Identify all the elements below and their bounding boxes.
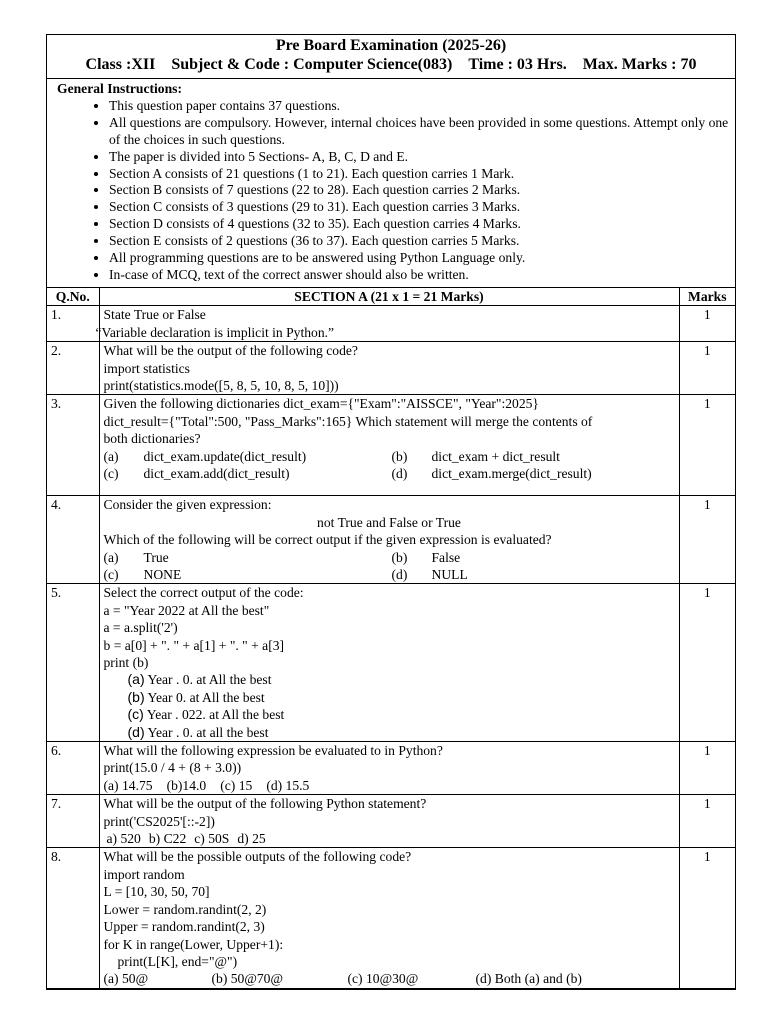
code-line: print('CS2025'[::-2]) xyxy=(103,813,215,829)
options-row xyxy=(104,970,675,987)
instruction-item: • Section C consists of 3 questions (29 to 31). Each question carries 3 Marks. xyxy=(109,199,729,216)
option-label: (b) xyxy=(391,448,408,464)
options-row xyxy=(104,465,675,482)
question-statement: “Variable declaration is implicit in Python.” xyxy=(95,324,335,340)
question-marks: 1 xyxy=(679,584,735,742)
question-body xyxy=(95,306,679,342)
instruction-item: • Section E consists of 2 questions (36 to 37). Each question carries 5 Marks. xyxy=(109,233,729,250)
option-c: c) 50S xyxy=(194,831,230,847)
exam-title: Pre Board Examination (2025-26) xyxy=(275,37,507,54)
exam-meta xyxy=(47,55,735,75)
time-label: Time : 03 Hrs. xyxy=(468,56,567,73)
question-body xyxy=(99,496,679,584)
option-label: (b) xyxy=(127,688,145,705)
option-d: Year . 0. at all the best xyxy=(147,724,269,740)
instruction-item: • In-case of MCQ, text of the correct answer should also be written. xyxy=(109,267,729,284)
question-row-5 xyxy=(47,584,735,742)
question-text: Select the correct output of the code: xyxy=(103,585,304,601)
option-label: (d) xyxy=(391,465,408,481)
question-text: dict_result={"Total":500, "Pass_Marks":165} Which statement will merge the contents of xyxy=(103,413,593,429)
qno-header: Q.No. xyxy=(47,288,99,306)
instruction-item: • Section B consists of 7 questions (22 to 28). Each question carries 2 Marks. xyxy=(109,182,729,199)
option-a: True xyxy=(143,549,169,565)
option-d: d) 25 xyxy=(237,831,266,847)
option-b: (b)14.0 xyxy=(166,777,207,793)
option-d-row xyxy=(104,724,675,741)
question-text: Consider the given expression: xyxy=(103,497,272,513)
option-label: (c) xyxy=(127,706,144,723)
option-a: Year . 0. at All the best xyxy=(147,672,272,688)
question-text: Which of the following will be correct output if the given expression is evaluated? xyxy=(103,532,552,548)
option-b: dict_exam + dict_result xyxy=(431,448,560,464)
question-row-3 xyxy=(47,395,735,496)
option-d: NULL xyxy=(431,566,468,582)
code-line: b = a[0] + ". " + a[1] + ". " + a[3] xyxy=(103,637,285,653)
option-label: (a) xyxy=(103,448,119,464)
option-b: Year 0. at All the best xyxy=(147,689,265,705)
code-line: print (b) xyxy=(103,655,149,670)
question-row-1 xyxy=(47,306,735,342)
table-header-row xyxy=(47,288,735,306)
question-marks: 1 xyxy=(679,496,735,584)
option-c: Year . 022. at All the best xyxy=(146,707,285,723)
question-marks: 1 xyxy=(679,306,735,342)
question-row-4 xyxy=(47,496,735,584)
option-b: (b) 50@70@ xyxy=(211,971,283,987)
instruction-item: • All programming questions are to be answered using Python Language only. xyxy=(109,250,729,267)
option-b: False xyxy=(431,549,461,565)
marks-header: Marks xyxy=(679,288,735,306)
question-row-7 xyxy=(47,795,735,848)
code-line: a = a.split('2') xyxy=(103,620,178,636)
question-number: 3. xyxy=(47,395,99,496)
question-number: 7. xyxy=(47,795,99,848)
options-row xyxy=(104,830,675,847)
option-a: (a) 50@ xyxy=(103,971,149,987)
instructions-title: General Instructions: xyxy=(57,81,182,96)
paper-header xyxy=(47,35,735,79)
question-paper xyxy=(46,34,736,990)
option-d: (d) Both (a) and (b) xyxy=(475,971,582,987)
option-c: NONE xyxy=(143,566,182,582)
option-a: a) 520 xyxy=(106,831,141,847)
question-text: What will be the possible outputs of the following code? xyxy=(103,849,412,865)
code-line: import statistics xyxy=(103,360,190,376)
question-row-8 xyxy=(47,848,735,988)
question-body xyxy=(99,742,679,795)
question-row-2 xyxy=(47,342,735,395)
option-label: (d) xyxy=(127,723,145,740)
option-label: (a) xyxy=(103,549,119,565)
code-line: print(L[K], end="@") xyxy=(117,953,238,969)
option-a: (a) 14.75 xyxy=(103,777,153,793)
option-label: (d) xyxy=(391,566,408,582)
code-line: Lower = random.randint(2, 2) xyxy=(103,901,267,917)
option-d: (d) 15.5 xyxy=(266,777,310,793)
option-label: (c) xyxy=(103,465,119,481)
question-body xyxy=(99,848,679,988)
options-row xyxy=(104,566,675,583)
question-row-6 xyxy=(47,742,735,795)
instructions-list xyxy=(57,98,729,284)
subject-label: Subject & Code : Computer Science(083) xyxy=(171,56,453,73)
option-label: (b) xyxy=(391,549,408,565)
general-instructions xyxy=(47,79,735,288)
question-text: State True or False xyxy=(103,307,206,323)
option-label: (c) xyxy=(103,566,119,582)
question-body xyxy=(99,584,679,742)
option-label: (a) xyxy=(127,671,145,688)
question-number: 6. xyxy=(47,742,99,795)
option-b-row xyxy=(104,689,675,706)
class-label: Class :XII xyxy=(85,56,156,73)
option-d: dict_exam.merge(dict_result) xyxy=(431,465,592,481)
question-marks: 1 xyxy=(679,848,735,988)
question-marks: 1 xyxy=(679,795,735,848)
code-line: print(statistics.mode([5, 8, 5, 10, 8, 5, 10])) xyxy=(103,377,339,393)
options-row xyxy=(104,549,675,566)
question-marks: 1 xyxy=(679,742,735,795)
questions-table xyxy=(47,288,735,989)
instruction-item: • All questions are compulsory. However, internal choices have been provided in some questions. Attempt only one of the choices in such questions. xyxy=(109,115,729,149)
instruction-item: • Section D consists of 4 questions (32 to 35). Each question carries 4 Marks. xyxy=(109,216,729,233)
option-c-row xyxy=(104,706,675,723)
question-text: both dictionaries? xyxy=(103,431,201,447)
code-line: import random xyxy=(103,866,185,882)
option-c: dict_exam.add(dict_result) xyxy=(143,465,290,481)
instruction-item: • This question paper contains 37 questions. xyxy=(109,98,729,115)
code-line: a = "Year 2022 at All the best" xyxy=(103,602,270,618)
options-row xyxy=(104,448,675,465)
code-line: L = [10, 30, 50, 70] xyxy=(103,884,210,900)
code-line: for K in range(Lower, Upper+1): xyxy=(103,936,284,952)
question-text: What will the following expression be evaluated to in Python? xyxy=(103,743,443,759)
question-number: 2. xyxy=(47,342,99,395)
max-marks-label: Max. Marks : 70 xyxy=(582,56,697,73)
question-number: 4. xyxy=(47,496,99,584)
question-number: 5. xyxy=(47,584,99,742)
option-b: b) C22 xyxy=(148,831,187,847)
option-a-row xyxy=(104,671,675,688)
question-text: What will be the output of the following Python statement? xyxy=(103,796,427,812)
section-a-header: SECTION A (21 x 1 = 21 Marks) xyxy=(99,288,679,306)
instruction-item: • The paper is divided into 5 Sections- A, B, C, D and E. xyxy=(109,149,729,166)
code-line: print(15.0 / 4 + (8 + 3.0)) xyxy=(103,760,242,776)
question-marks: 1 xyxy=(679,395,735,496)
question-body xyxy=(99,342,679,395)
question-text: What will be the output of the following code? xyxy=(103,343,358,359)
code-line: Upper = random.randint(2, 3) xyxy=(103,919,265,935)
option-c: (c) 15 xyxy=(220,777,253,793)
option-c: (c) 10@30@ xyxy=(347,971,419,987)
question-number: 8. xyxy=(47,848,99,988)
option-a: dict_exam.update(dict_result) xyxy=(143,448,307,464)
question-number: 1. xyxy=(47,306,99,342)
expression-text: not True and False or True xyxy=(317,514,461,530)
options-row xyxy=(104,777,675,794)
instruction-item: • Section A consists of 21 questions (1 to 21). Each question carries 1 Mark. xyxy=(109,166,729,183)
question-marks: 1 xyxy=(679,342,735,395)
question-body xyxy=(99,395,679,496)
question-body xyxy=(99,795,679,848)
question-text: Given the following dictionaries dict_exam={"Exam":"AISSCE", "Year":2025} xyxy=(103,396,539,412)
